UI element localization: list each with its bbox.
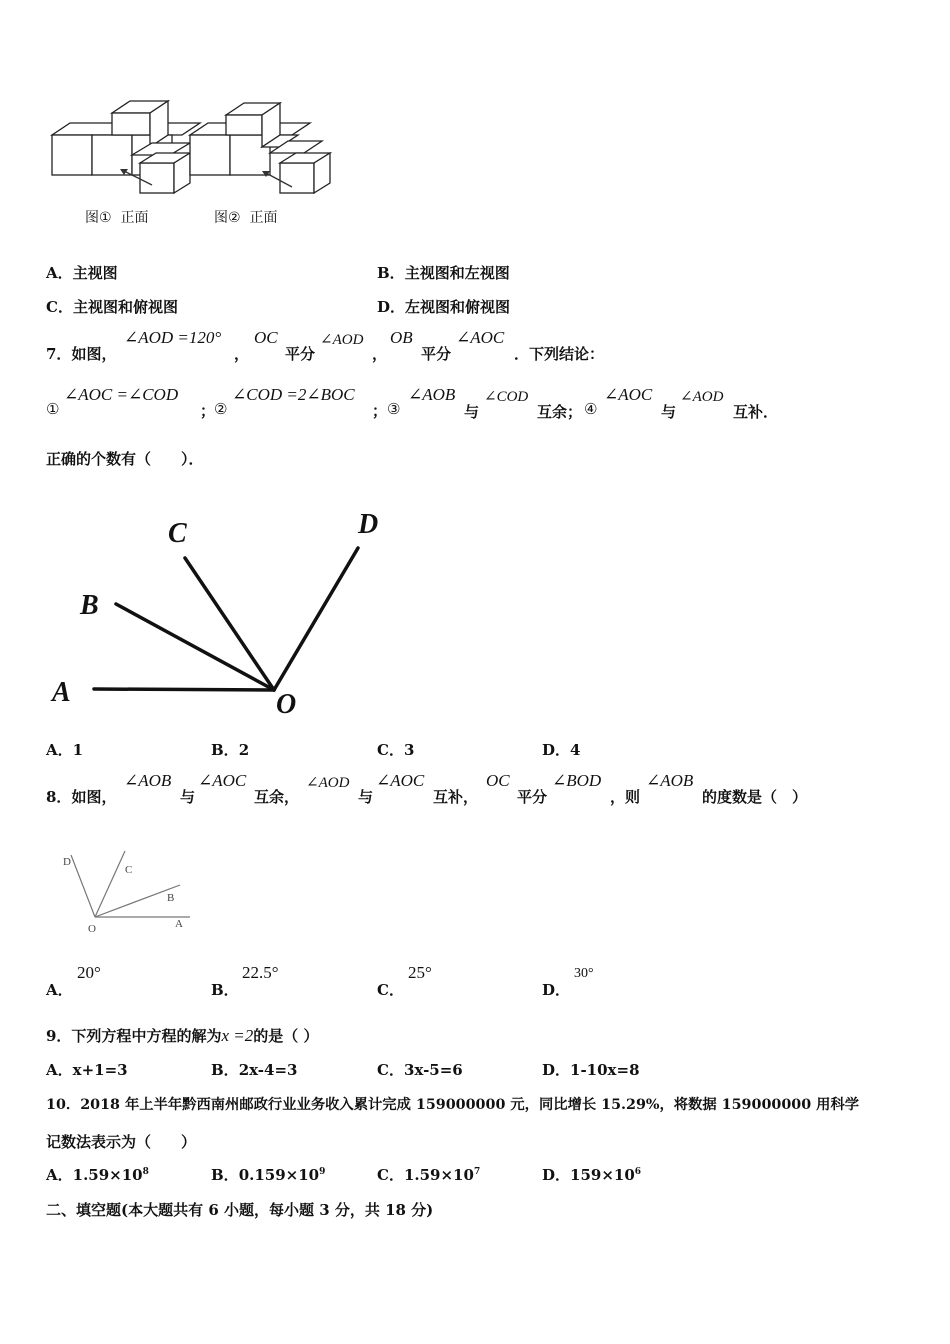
q6-option-a: A．主视图 (46, 264, 118, 282)
q7-c3-mark: ③ (387, 400, 401, 418)
q6-option-c: C．主视图和俯视图 (46, 298, 178, 316)
section-2-heading: 二、填空题(本大题共有 6 小题，每小题 3 分，共 18 分) (46, 1201, 434, 1219)
q8-a4: ∠AOC (376, 771, 425, 790)
q8-a5: ∠BOD (552, 771, 602, 790)
q8-hubu: 互补， (433, 788, 479, 806)
ray-od (274, 548, 358, 690)
q7-c4-mark: ④ (584, 400, 598, 418)
q7-pingfen2: 平分 (421, 345, 452, 363)
q8-yu2: 与 (358, 788, 374, 806)
q8-pingfen: 平分 (517, 788, 548, 806)
q7-s1: ； (200, 402, 216, 420)
figure-1-cubes (52, 101, 200, 193)
label-b: B (167, 892, 175, 904)
q7-c1: ∠AOC =∠COD (64, 385, 179, 404)
q9-option-a: A．x+1=3 (46, 1061, 128, 1079)
label-a: A (52, 677, 71, 708)
q7-intro: 7．如图， (46, 345, 117, 363)
q7-option-b: B．2 (211, 741, 250, 759)
q10-option-b: B．$0.159\times 10^9$ (211, 1166, 326, 1184)
q8-a1: ∠AOB (124, 771, 172, 790)
q7-given-angle: ∠AOD =120° (124, 328, 222, 347)
q8-option-d-value: 30° (574, 966, 594, 981)
q8-figure (55, 845, 205, 940)
q8-option-b-letter: B． (211, 981, 239, 999)
q7-figure (40, 500, 420, 725)
ray-oc (185, 558, 274, 690)
q7-c3b: ∠COD (484, 389, 529, 405)
q8-option-c-letter: C． (377, 981, 404, 999)
q7-aoc: ∠AOC (456, 328, 505, 347)
q7-huyu: 互余； (537, 403, 583, 421)
q7-c1-mark: ① (46, 400, 60, 418)
q7-option-d: D．4 (542, 741, 581, 759)
q7-hubu: 互补． (733, 403, 779, 421)
q9-stem: 9．下列方程中方程的解为x =2的是（ ） (46, 1026, 319, 1045)
q7-option-c: C．3 (377, 741, 415, 759)
ray-oa (94, 689, 274, 690)
label-d: D (358, 509, 379, 540)
label-c: C (168, 518, 187, 549)
q8-option-b-value: 22.5° (242, 963, 279, 982)
q9-math: x =2 (221, 1026, 254, 1045)
label-a: A (175, 918, 183, 930)
q8-tail: 的度数是（ ） (702, 788, 808, 806)
q9-option-c: C．3x-5=6 (377, 1061, 463, 1079)
label-d: D (63, 856, 71, 868)
q7-option-a: A．1 (46, 741, 84, 759)
figure-2-caption: 图② 正面 (214, 210, 278, 226)
q9-option-d: D．1-10x=8 (542, 1061, 640, 1079)
q6-option-d: D．左视图和俯视图 (377, 298, 511, 316)
q7-sep2: ， (372, 345, 388, 363)
q7-c2: ∠COD =2∠BOC (232, 385, 355, 404)
q8-option-c-value: 25° (408, 963, 432, 982)
figure-2-cubes (190, 103, 330, 193)
q8-oc: OC (486, 771, 510, 790)
q7-yu2: 与 (661, 403, 677, 421)
label-c: C (125, 864, 133, 876)
q7-c3a: ∠AOB (408, 385, 456, 404)
q7-sep1: ， (234, 345, 250, 363)
q8-yu1: 与 (180, 788, 196, 806)
q8-option-a-value: 20° (77, 963, 101, 982)
q8-a6: ∠AOB (646, 771, 694, 790)
q8-huyu: 互余， (254, 788, 300, 806)
q7-c4b: ∠AOD (680, 389, 724, 405)
label-b: B (80, 590, 99, 621)
q7-tail: ．下列结论： (514, 345, 605, 363)
label-o: O (88, 923, 96, 935)
q7-yu1: 与 (464, 403, 480, 421)
q7-question: 正确的个数有（ ）． (46, 450, 204, 468)
q8-a2: ∠AOC (198, 771, 247, 790)
q8-option-d-letter: D． (542, 981, 571, 999)
q7-oc: OC (254, 328, 278, 347)
q7-aod: ∠AOD (320, 332, 364, 348)
label-o: O (276, 689, 297, 720)
q10-line2: 记数法表示为（ ） (46, 1133, 197, 1151)
q8-ze: ，则 (610, 788, 641, 806)
q10-line1: 10．2018 年上半年黔西南州邮政行业业务收入累计完成 159000000 元，同比增长 15.29%，将数据 159000000 用科学 (46, 1097, 860, 1113)
q10-option-d: D．$159\times 10^6$ (542, 1166, 642, 1184)
q9-option-b: B．2x-4=3 (211, 1061, 298, 1079)
q7-s2: ； (372, 402, 388, 420)
q8-option-a-letter: A． (46, 981, 73, 999)
q7-c4a: ∠AOC (604, 385, 653, 404)
q7-pingfen1: 平分 (285, 345, 316, 363)
q6-option-b: B．主视图和左视图 (377, 264, 510, 282)
ray-ob (116, 604, 274, 690)
q10-option-c: C．$1.59\times 10^7$ (377, 1166, 481, 1184)
q7-ob: OB (390, 328, 413, 347)
q8-intro: 8．如图， (46, 788, 117, 806)
ray-od (71, 855, 95, 917)
q8-a3: ∠AOD (306, 775, 350, 791)
q7-c2-mark: ② (214, 400, 228, 418)
figure-1-caption: 图① 正面 (85, 210, 149, 226)
q10-option-a: A．$1.59\times 10^8$ (46, 1166, 149, 1184)
